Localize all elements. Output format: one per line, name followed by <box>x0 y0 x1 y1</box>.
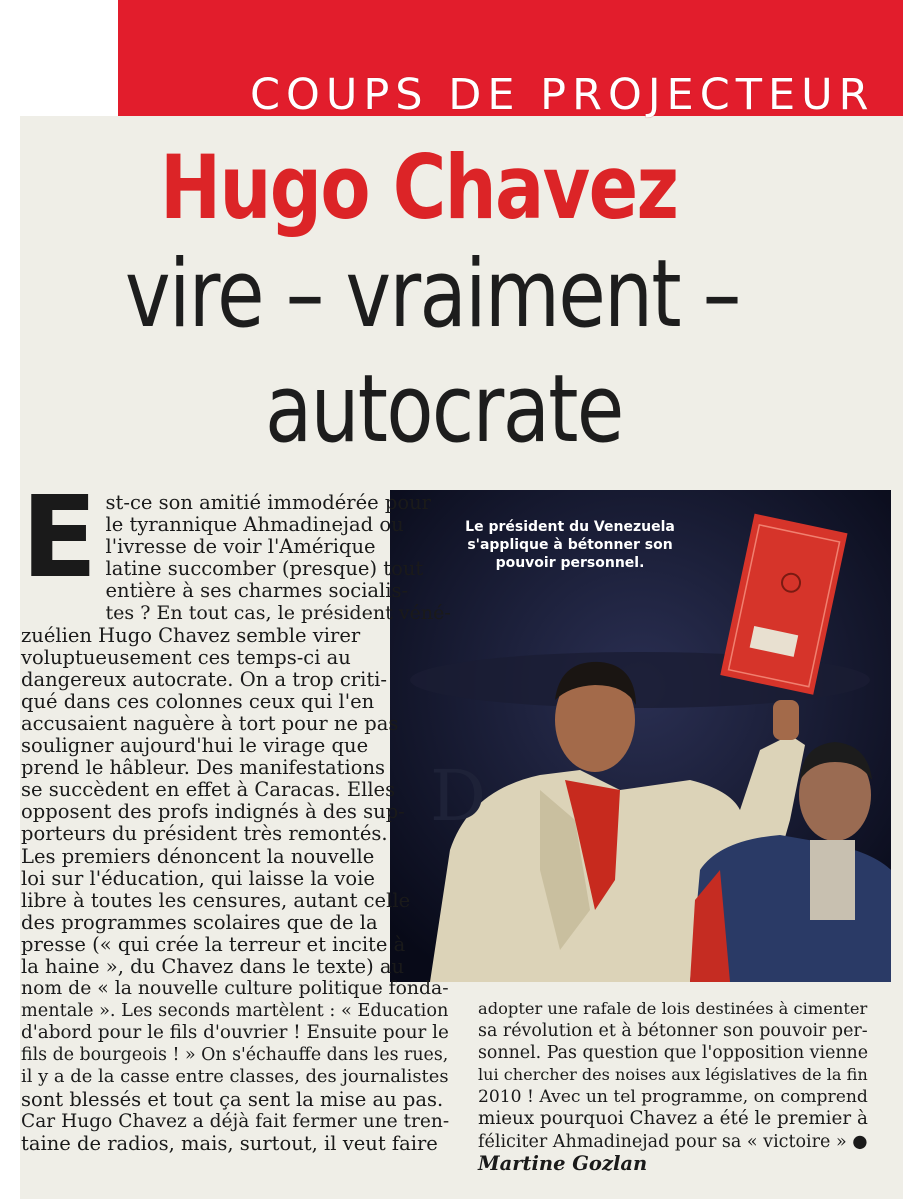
text-line: sonnel. Pas question que l'opposition vienne <box>478 1043 869 1064</box>
text-line: mieux pourquoi Chavez a été le premier à <box>478 1108 868 1130</box>
text-line: sa révolution et à bétonner son pouvoir per- <box>478 1021 868 1042</box>
author-signature: Martine Gozlan <box>478 1151 648 1175</box>
text-line: latine succomber (presque) tout <box>105 557 424 581</box>
text-line: d'abord pour le fils d'ouvrier ! Ensuite pour le <box>21 1022 449 1044</box>
text-line: fils de bourgeois ! » On s'échauffe dans les rues, <box>21 1045 449 1066</box>
text-line: entière à ses charmes socialis- <box>105 579 409 603</box>
text-line: loi sur l'éducation, qui laisse la voie <box>21 866 375 890</box>
text-line: sont blessés et tout ça sent la mise au pas. <box>21 1087 444 1111</box>
text-line: accusaient naguère à tort pour ne pas <box>21 711 399 735</box>
section-rubric: COUPS DE PROJECTEUR <box>250 70 875 120</box>
article-photo <box>390 490 891 982</box>
text-line: porteurs du président très remontés. <box>21 822 388 846</box>
text-line: qué dans ces colonnes ceux qui l'en <box>21 689 375 713</box>
headline-line-3: autocrate <box>265 355 623 464</box>
headline-name: Hugo Chavez <box>160 136 678 239</box>
text-line: la haine », du Chavez dans le texte) au <box>21 954 405 978</box>
photo-caption: Le président du Venezuela s'applique à bétonner son pouvoir personnel. <box>465 519 675 571</box>
text-line: mentale ». Les seconds martèlent : « Education <box>21 1001 449 1022</box>
text-line: lui chercher des noises aux législatives de la fin <box>478 1065 868 1085</box>
text-line: tes ? En tout cas, le président véné- <box>105 602 451 625</box>
text-line: presse (« qui crée la terreur et incite à <box>21 932 406 956</box>
text-line: taine de radios, mais, surtout, il veut faire <box>21 1131 438 1155</box>
text-line: se succèdent en effet à Caracas. Elles <box>21 778 396 802</box>
drop-cap: E <box>21 473 98 603</box>
article-column-right <box>478 998 870 1175</box>
text-line: le tyrannique Ahmadinejad ou <box>105 513 404 537</box>
text-line: voluptueusement ces temps-ci au <box>21 645 351 669</box>
headline-line-2: vire – vraiment – <box>125 240 740 349</box>
text-line: st-ce son amitié immodérée pour <box>105 491 431 514</box>
text-line: Car Hugo Chavez a déjà fait fermer une tren- <box>21 1110 450 1132</box>
text-line: féliciter Ahmadinejad pour sa « victoire » ● <box>478 1131 868 1152</box>
text-line: des programmes scolaires que de la <box>21 910 378 934</box>
article-column-left <box>21 473 451 1155</box>
text-line: nom de « la nouvelle culture politique fonda- <box>21 978 449 1000</box>
text-line: adopter une rafale de lois destinées à cimenter <box>478 999 868 1018</box>
text-line: Les premiers dénoncent la nouvelle <box>21 844 375 868</box>
text-line: libre à toutes les censures, autant celle <box>21 888 411 912</box>
text-line: il y a de la casse entre classes, des journalistes <box>21 1066 449 1088</box>
text-line: opposent des profs indignés à des sup- <box>21 800 405 824</box>
text-line: l'ivresse de voir l'Amérique <box>105 535 376 559</box>
text-line: prend le hâbleur. Des manifestations <box>21 756 386 780</box>
text-line: zuélien Hugo Chavez semble virer <box>21 623 361 647</box>
svg-text:D: D <box>430 755 487 837</box>
text-line: dangereux autocrate. On a trop criti- <box>21 667 387 691</box>
text-line: souligner aujourd'hui le virage que <box>21 734 369 758</box>
text-line: 2010 ! Avec un tel programme, on comprend <box>478 1087 868 1108</box>
